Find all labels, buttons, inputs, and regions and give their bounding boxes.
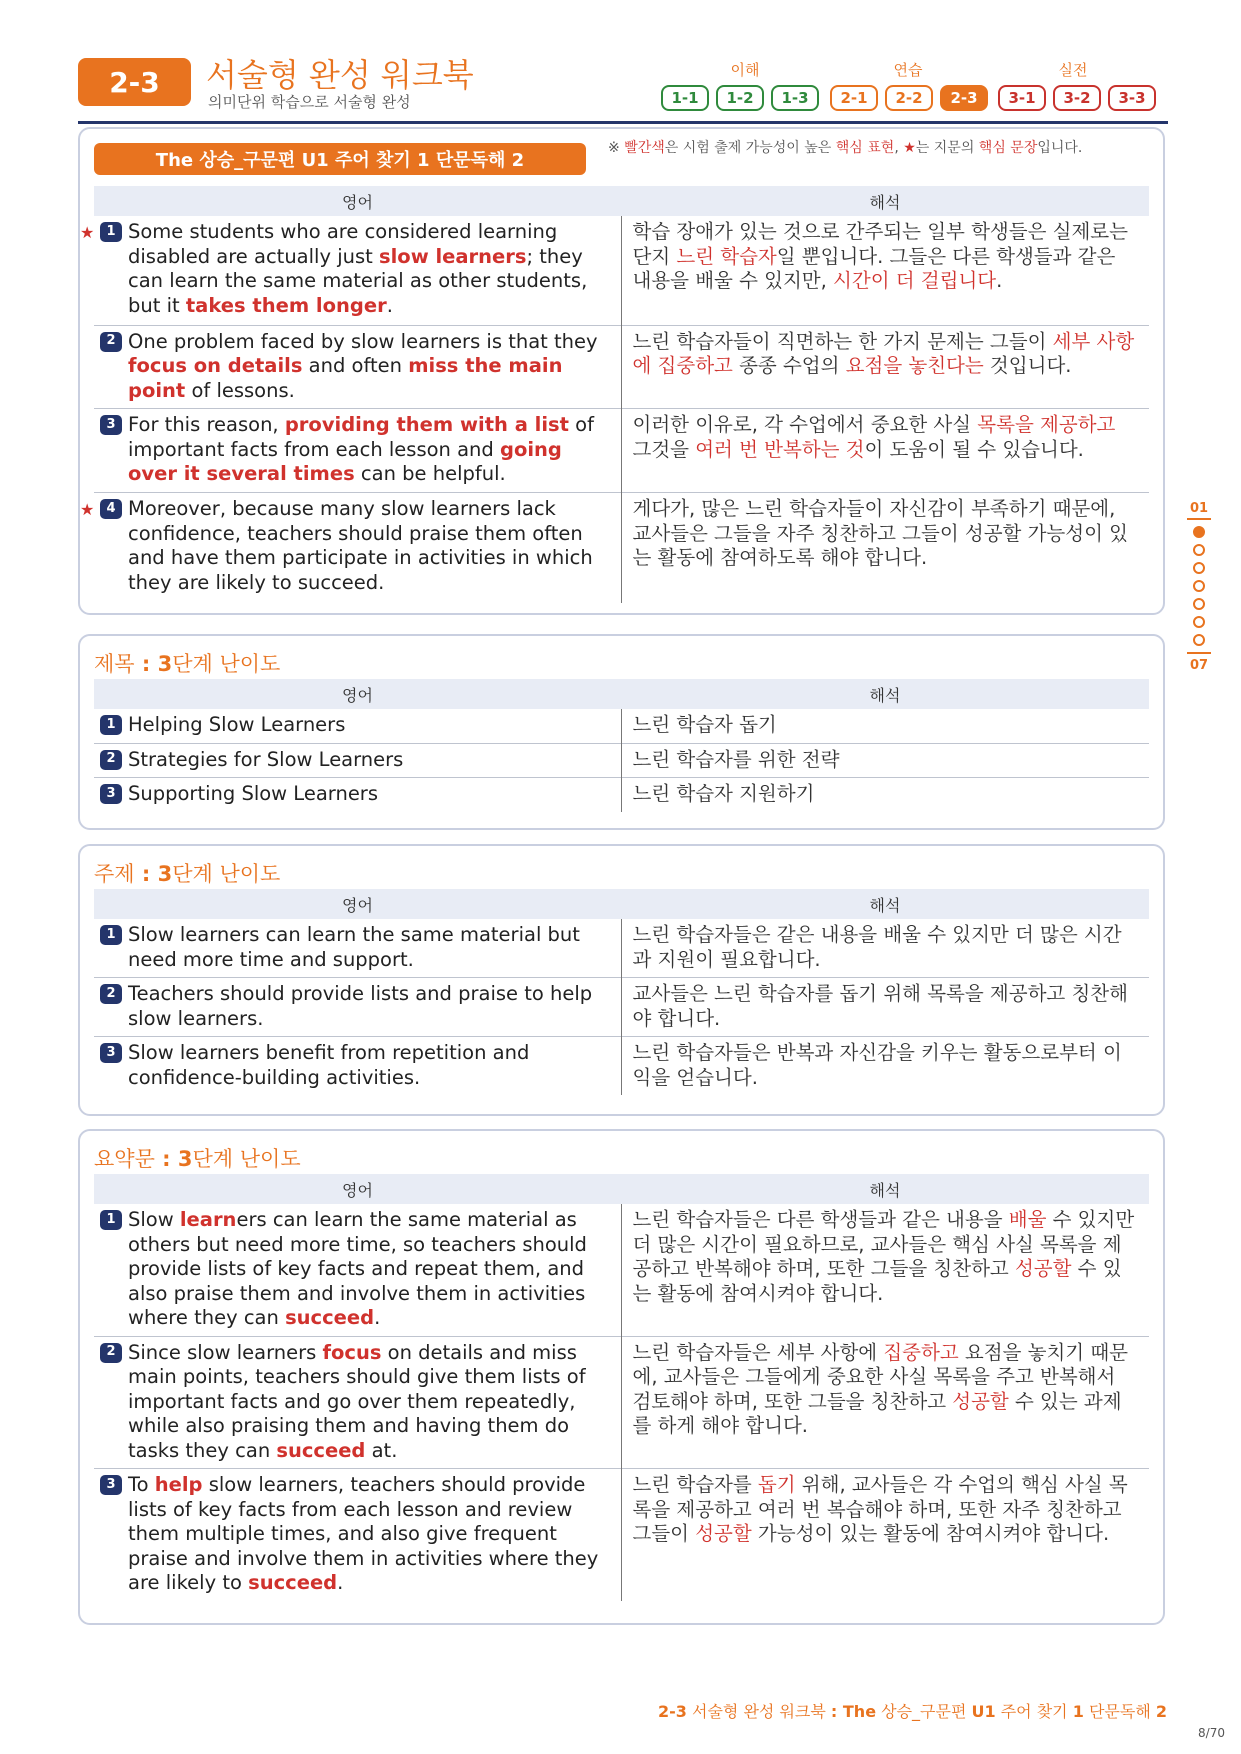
group-label-real: 실전: [1058, 61, 1088, 79]
progress-dot[interactable]: [1193, 634, 1205, 646]
english-option: Slow learners benefit from repetition and confidence-building activities.: [128, 1041, 530, 1089]
option-number: 3: [100, 1043, 122, 1063]
theme-panel: [78, 844, 1165, 1116]
page-number: 8/70: [1198, 1726, 1225, 1740]
english-sentence: For this reason, providing them with a list of important facts from each lesson and going over it several times can be helpful.: [128, 413, 594, 485]
page-subtitle: 의미단위 학습으로 서술형 완성: [208, 93, 411, 111]
progress-dot[interactable]: [1193, 562, 1205, 574]
korean-option: 느린 학습자를 위한 전략: [621, 743, 1149, 778]
col-header-korean: 해석: [621, 186, 1149, 216]
english-option: Helping Slow Learners: [128, 713, 346, 736]
english-option: Slow learners can learn the same material but need more time and support.: [128, 923, 580, 971]
korean-option: 느린 학습자 지원하기: [621, 778, 1149, 812]
english-summary: To help slow learners, teachers should provide lists of key facts from each lesson and review them multiple times, and also give frequent praise and involve them in activities where they are likely to succeed.: [128, 1473, 599, 1594]
table-row: [94, 325, 1149, 409]
header-divider: [78, 121, 1168, 124]
english-summary: Since slow learners focus on details and miss main points, teachers should give them lists of important facts and go over them repeatedly, while also praising them and having them do tasks they can succeed at.: [128, 1340, 586, 1462]
group-label-understand: 이해: [730, 61, 760, 79]
progress-dot-current[interactable]: [1193, 526, 1205, 538]
progress-dot[interactable]: [1193, 544, 1205, 556]
korean-translation: 게다가, 많은 느린 학습자들이 자신감이 부족하기 때문에, 교사들은 그들을 자주 칭찬하고 그들이 성공할 가능성이 있는 활동에 참여하도록 해야 합니다.: [621, 493, 1149, 603]
table-row: [94, 978, 1149, 1037]
table-row: [94, 1037, 1149, 1096]
title-table: [94, 679, 1149, 812]
step-1-2[interactable]: 1-2: [716, 85, 764, 111]
korean-option: 느린 학습자들은 같은 내용을 배울 수 있지만 더 많은 시간과 지원이 필요합니다.: [632, 923, 1122, 971]
table-row: [94, 409, 1149, 493]
col-header-english: 영어: [94, 186, 621, 216]
table-row: [94, 1469, 1149, 1601]
passage-source-pill: The 상승_구문편 U1 주어 찾기 1 단문독해 2: [94, 143, 586, 175]
group-label-practice: 연습: [893, 61, 923, 79]
step-2-1[interactable]: 2-1: [830, 85, 878, 111]
option-number: 1: [100, 1210, 122, 1230]
option-number: 1: [100, 925, 122, 945]
sentence-number: 4: [100, 499, 122, 519]
side-nav-start: 01: [1189, 501, 1209, 516]
english-summary: Slow learners can learn the same material as others but need more time, so teachers should provide lists of key facts and repeat them, and also praise them and involve them in activities where they can succeed.: [128, 1208, 587, 1329]
english-sentence: Some students who are considered learning disabled are actually just slow learners; they can learn the same material as other students, but it takes them longer.: [128, 220, 588, 317]
table-row: [94, 778, 1149, 812]
summary-table: [94, 1174, 1149, 1601]
english-sentence: Moreover, because many slow learners lack confidence, teachers should praise them often and have them participate in activities in which they are likely to succeed.: [128, 497, 593, 594]
step-2-2[interactable]: 2-2: [885, 85, 933, 111]
col-header-korean: 해석: [621, 679, 1149, 709]
table-row: [94, 743, 1149, 778]
option-number: 2: [100, 984, 122, 1004]
step-3-1[interactable]: 3-1: [998, 85, 1046, 111]
passage-table: [80, 186, 1149, 603]
sentence-number: 3: [100, 415, 122, 435]
korean-option: 느린 학습자들은 반복과 자신감을 키우는 활동으로부터 이익을 얻습니다.: [621, 1037, 1149, 1096]
table-row: [94, 919, 1149, 978]
progress-dot[interactable]: [1193, 598, 1205, 610]
step-3-3[interactable]: 3-3: [1108, 85, 1156, 111]
table-row: [94, 493, 1149, 603]
page-title: 서술형 완성 워크북: [206, 56, 474, 94]
korean-translation: 이러한 이유로, 각 수업에서 중요한 사실 목록을 제공하고 그것을 여러 번 반복하는 것이 도움이 될 수 있습니다.: [621, 409, 1149, 493]
footer-source: 2-3 서술형 완성 워크북 : The 상승_구문편 U1 주어 찾기 1 단문독해 2: [658, 1702, 1167, 1721]
korean-summary: 느린 학습자들은 세부 사항에 집중하고 요점을 놓치기 때문에, 교사들은 그들에게 중요한 사실 목록을 주고 반복해서 검토해야 하며, 또한 그들을 칭찬하고 성공할 수 있는 과제를 하게 해야 합니다.: [621, 1336, 1149, 1469]
table-row: [94, 709, 1149, 743]
legend-note: ※ 빨간색은 시험 출제 가능성이 높은 핵심 표현, ★는 지문의 핵심 문장입니다.: [608, 140, 1083, 156]
step-1-3[interactable]: 1-3: [771, 85, 819, 111]
korean-summary: 느린 학습자들은 다른 학생들과 같은 내용을 배울 수 있지만 더 많은 시간이 필요하므로, 교사들은 핵심 사실 목록을 제공하고 반복해야 하며, 또한 그들을 칭찬하고 성공할 수 있는 활동에 참여시켜야 합니다.: [632, 1208, 1135, 1305]
option-number: 3: [100, 784, 122, 804]
korean-translation: 느린 학습자들이 직면하는 한 가지 문제는 그들이 세부 사항에 집중하고 종종 수업의 요점을 놓친다는 것입니다.: [621, 325, 1149, 409]
step-3-2[interactable]: 3-2: [1053, 85, 1101, 111]
step-1-1[interactable]: 1-1: [661, 85, 709, 111]
col-header-korean: 해석: [621, 1174, 1149, 1204]
progress-dot[interactable]: [1193, 616, 1205, 628]
table-row: [94, 216, 1149, 325]
korean-translation: 학습 장애가 있는 것으로 간주되는 일부 학생들은 실제로는 단지 느린 학습자일 뿐입니다. 그들은 다른 학생들과 같은 내용을 배울 수 있지만, 시간이 더 걸립니다.: [632, 220, 1128, 292]
col-header-english: 영어: [94, 679, 621, 709]
option-number: 2: [100, 1343, 122, 1363]
english-option: Supporting Slow Learners: [128, 782, 378, 805]
col-header-english: 영어: [94, 889, 621, 919]
option-number: 2: [100, 750, 122, 770]
key-sentence-star: ★: [80, 500, 95, 519]
key-sentence-star: ★: [80, 223, 95, 242]
progress-dot[interactable]: [1193, 580, 1205, 592]
side-progress-nav: [1187, 501, 1211, 673]
korean-summary: 느린 학습자를 돕기 위해, 교사들은 각 수업의 핵심 사실 목록을 제공하고 여러 번 복습해야 하며, 또한 자주 칭찬하고 그들이 성공할 가능성이 있는 활동에 참여시켜야 합니다.: [621, 1469, 1149, 1601]
korean-option: 교사들은 느린 학습자를 돕기 위해 목록을 제공하고 칭찬해야 합니다.: [621, 978, 1149, 1037]
section-title-theme: 주제 : 3단계 난이도: [94, 862, 281, 886]
col-header-english: 영어: [94, 1174, 621, 1204]
english-sentence: One problem faced by slow learners is that they focus on details and often miss the main point of lessons.: [128, 329, 598, 402]
english-option: Teachers should provide lists and praise to help slow learners.: [128, 982, 593, 1030]
table-row: [94, 1204, 1149, 1336]
side-nav-end: 07: [1189, 658, 1209, 673]
section-title-title: 제목 : 3단계 난이도: [94, 652, 281, 676]
sentence-number: 2: [100, 332, 122, 352]
unit-badge: 2-3: [78, 58, 191, 106]
option-number: 1: [100, 715, 122, 735]
passage-panel: [78, 127, 1165, 615]
title-panel: [78, 634, 1165, 830]
english-option: Strategies for Slow Learners: [128, 747, 404, 771]
option-number: 3: [100, 1475, 122, 1495]
korean-option: 느린 학습자 돕기: [632, 713, 777, 736]
sentence-number: 1: [100, 222, 122, 242]
section-title-summary: 요약문 : 3단계 난이도: [94, 1147, 301, 1171]
table-row: [94, 1336, 1149, 1469]
summary-panel: [78, 1129, 1165, 1625]
theme-table: [94, 889, 1149, 1095]
col-header-korean: 해석: [621, 889, 1149, 919]
step-2-3-active[interactable]: 2-3: [940, 85, 988, 111]
